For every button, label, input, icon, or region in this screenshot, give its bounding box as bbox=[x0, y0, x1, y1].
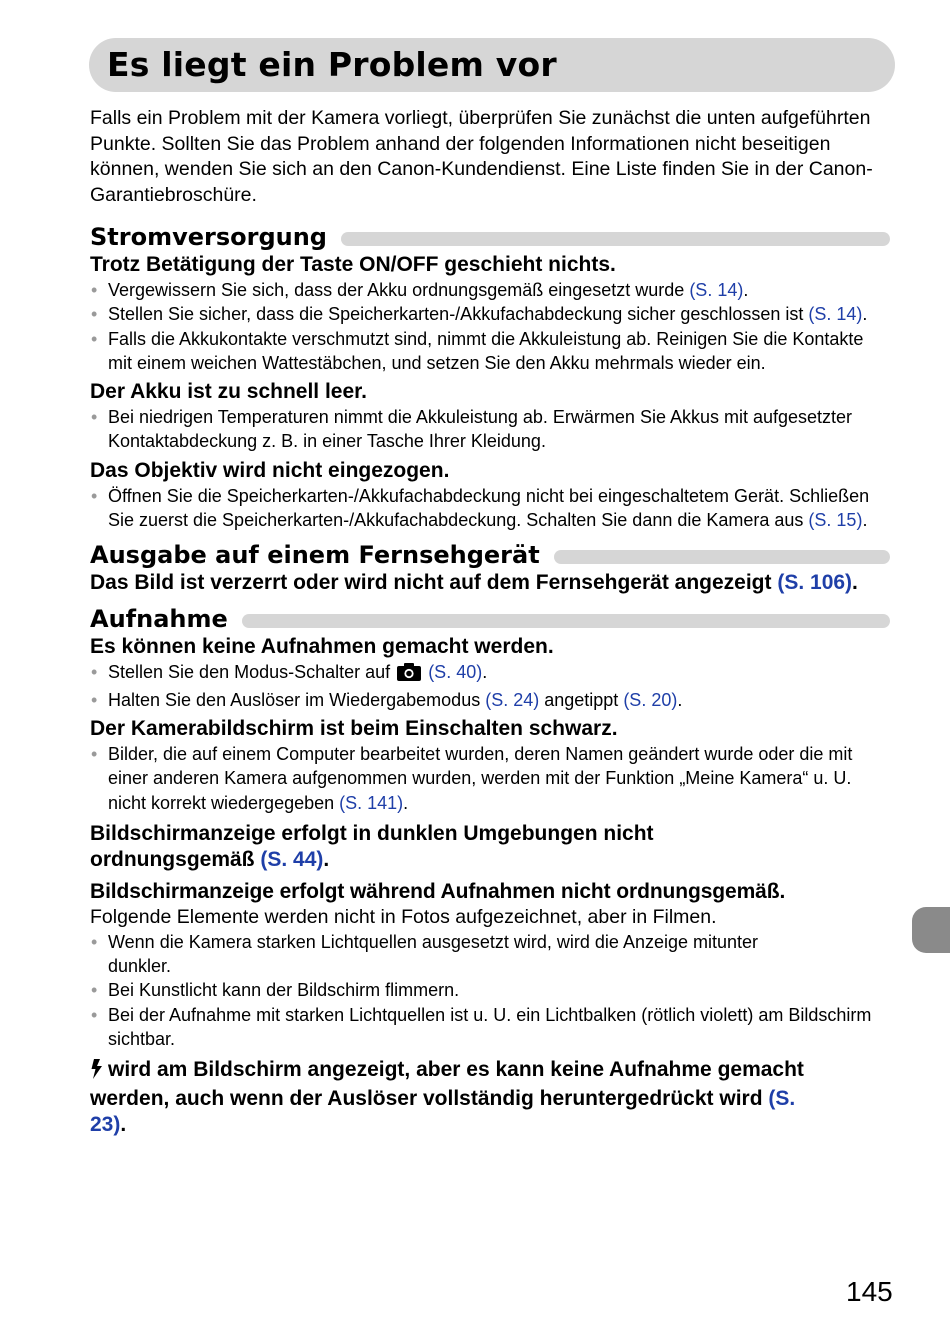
page-reference-link[interactable]: (S. 24) bbox=[485, 689, 540, 710]
bullet-list bbox=[90, 484, 890, 533]
section-title: Stromversorgung bbox=[90, 223, 327, 251]
chapter-tab bbox=[912, 907, 950, 953]
page-reference-link[interactable]: (S. 23) bbox=[90, 1087, 796, 1137]
section-divider bbox=[242, 614, 890, 628]
list-item: • Stellen Sie den Modus-Schalter auf (S. 40). bbox=[90, 660, 890, 687]
camera-icon bbox=[397, 663, 421, 687]
title-bar bbox=[89, 38, 895, 92]
list-item: • Bei niedrigen Temperaturen nimmt die Akkuleistung ab. Erwärmen Sie Akkus mit aufgesetzter Kontaktabdeckung z. B. in einer Tasche Ihrer Kleidung. bbox=[90, 405, 890, 454]
section-divider bbox=[341, 232, 890, 246]
list-item: • Bilder, die auf einem Computer bearbeitet wurden, deren Namen geändert wurde oder die mit einer anderen Kamera aufgenommen wurden, werden mit der Funktion „Meine Kamera“ u. U. nicht korrekt wiedergegeben (S. 141). bbox=[90, 742, 890, 815]
content bbox=[90, 106, 890, 1138]
bullet-list bbox=[90, 405, 890, 454]
page-reference-link[interactable]: (S. 44) bbox=[260, 847, 324, 871]
flash-icon bbox=[90, 1059, 104, 1086]
question-heading: Der Kamerabildschirm ist beim Einschalten schwarz. bbox=[90, 716, 618, 740]
list-item: • Stellen Sie sicher, dass die Speicherkarten-/Akkufachabdeckung sicher geschlossen ist (S. 14). bbox=[90, 302, 890, 326]
page-reference-link[interactable]: (S. 40) bbox=[428, 662, 483, 683]
bullet-list bbox=[90, 660, 890, 712]
intro-paragraph: Falls ein Problem mit der Kamera vorliegt, überprüfen Sie zunächst die unten aufgeführten Punkte. Sollten Sie das Problem anhand der folgenden Informationen nicht beseitigen können, wenden Sie sich an den Canon-Kundendienst. Eine Liste finden Sie in der Canon-Garantiebroschüre. bbox=[90, 107, 873, 206]
list-item: • Vergewissern Sie sich, dass der Akku ordnungsgemäß eingesetzt wurde (S. 14). bbox=[90, 278, 890, 302]
section-header-shooting bbox=[90, 604, 890, 634]
list-item: • Wenn die Kamera starken Lichtquellen ausgesetzt wird, wird die Anzeige mitunter dunkler. bbox=[90, 930, 890, 979]
question-heading: Trotz Betätigung der Taste ON/OFF geschieht nichts. bbox=[90, 253, 616, 276]
question-heading: Der Akku ist zu schnell leer. bbox=[90, 380, 367, 404]
list-item: • Öffnen Sie die Speicherkarten-/Akkufachabdeckung nicht bei eingeschaltetem Gerät. Schließen Sie zuerst die Speicherkarten-/Akkufachabdeckung. Schalten Sie dann die Kamera aus (S. 15). bbox=[90, 484, 890, 533]
page-title: Es liegt ein Problem vor bbox=[107, 45, 557, 84]
list-item: • Bei Kunstlicht kann der Bildschirm flimmern. bbox=[90, 978, 890, 1002]
page-reference-link[interactable]: (S. 106) bbox=[777, 571, 853, 595]
question-heading: Bildschirmanzeige erfolgt während Aufnahmen nicht ordnungsgemäß. bbox=[90, 879, 786, 903]
page-reference-link[interactable]: (S. 14) bbox=[808, 304, 863, 325]
section-title: Ausgabe auf einem Fernsehgerät bbox=[90, 541, 540, 570]
question-heading: Es können keine Aufnahmen gemacht werden. bbox=[90, 635, 554, 659]
section-title: Aufnahme bbox=[90, 605, 228, 634]
page-reference-link[interactable]: (S. 14) bbox=[689, 280, 744, 300]
question-heading: Bildschirmanzeige erfolgt in dunklen Umgebungen nicht ordnungsgemäß (S. 44). bbox=[90, 821, 654, 871]
bullet-list bbox=[90, 278, 890, 375]
question-heading: Das Objektiv wird nicht eingezogen. bbox=[90, 458, 450, 482]
question-heading: wird am Bildschirm angezeigt, aber es kann keine Aufnahme gemacht werden, auch wenn der Auslöser vollständig heruntergedrückt wird (S. 23). bbox=[90, 1058, 804, 1137]
list-item: • Halten Sie den Auslöser im Wiedergabemodus (S. 24) angetippt (S. 20). bbox=[90, 688, 890, 712]
body-text: Folgende Elemente werden nicht in Fotos aufgezeichnet, aber in Filmen. bbox=[90, 905, 717, 928]
section-divider bbox=[554, 550, 890, 564]
list-item: • Bei der Aufnahme mit starken Lichtquellen ist u. U. ein Lichtbalken (rötlich violett) am Bildschirm sichtbar. bbox=[90, 1003, 890, 1052]
section-header-tv bbox=[90, 540, 890, 570]
page-reference-link[interactable]: (S. 20) bbox=[623, 689, 678, 710]
page-number: 145 bbox=[846, 1276, 893, 1307]
list-item: • Falls die Akkukontakte verschmutzt sind, nimmt die Akkuleistung ab. Reinigen Sie die Kontakte mit einem weichen Wattestäbchen, und setzen Sie den Akku mehrmals wieder ein. bbox=[90, 327, 890, 376]
page-reference-link[interactable]: (S. 15) bbox=[808, 510, 863, 531]
bullet-list bbox=[90, 930, 890, 1051]
bullet-list bbox=[90, 742, 890, 815]
section-header-power bbox=[90, 222, 890, 252]
page-reference-link[interactable]: (S. 141) bbox=[339, 792, 404, 813]
question-heading: Das Bild ist verzerrt oder wird nicht auf dem Fernsehgerät angezeigt (S. 106). bbox=[90, 571, 858, 595]
